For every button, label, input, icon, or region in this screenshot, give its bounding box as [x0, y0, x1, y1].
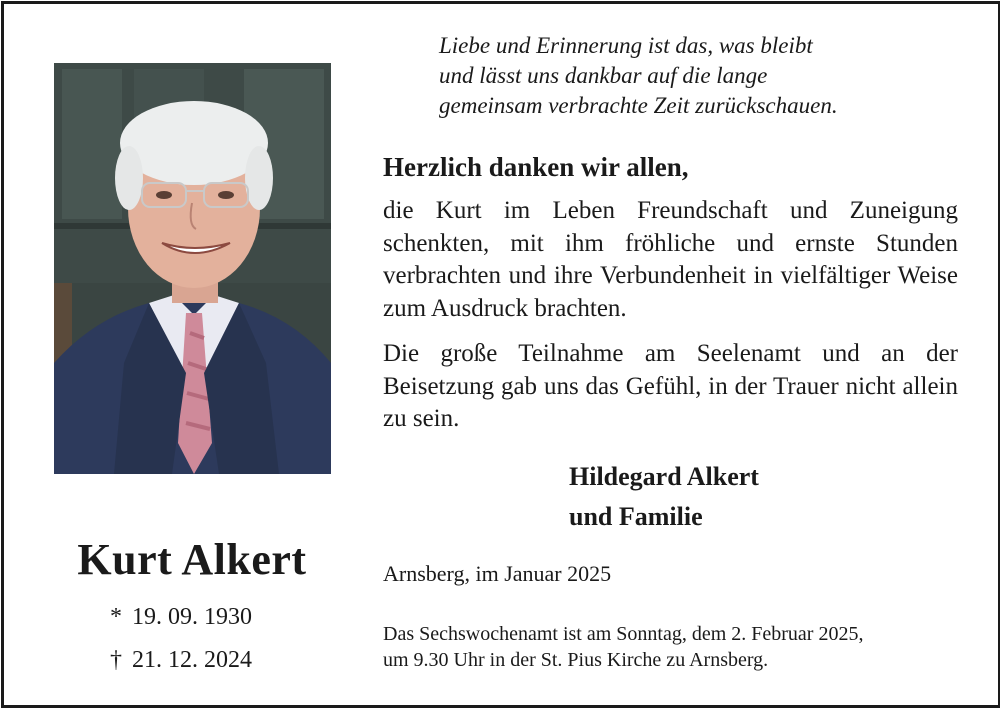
death-cross-icon: †	[110, 647, 122, 673]
birth-date: 19. 09. 1930	[132, 604, 252, 630]
poem-line: und lässt uns dankbar auf die lange	[439, 63, 768, 88]
thanks-heading: Herzlich danken wir allen,	[383, 152, 689, 182]
birth-star-icon: *	[110, 604, 122, 630]
signature-family: und Familie	[569, 502, 703, 531]
poem-line: gemeinsam verbrachte Zeit zurückschauen.	[439, 93, 838, 118]
death-date-line	[110, 647, 252, 674]
memorial-poem	[439, 31, 838, 121]
poem-line: Liebe und Erinnerung ist das, was bleibt	[439, 33, 813, 58]
thanks-paragraph: Die große Teilnahme am Seelenamt und an der Beisetzung gab uns das Gefühl, in der Trauer nicht allein zu sein.	[383, 340, 958, 432]
birth-date-line	[110, 604, 252, 631]
thanks-paragraph: die Kurt im Leben Freundschaft und Zuneigung schenkten, mit ihm fröhliche und ernste Stunden verbrachten und ihre Verbundenheit in vielfältiger Weise zum Ausdruck brachten.	[383, 197, 958, 322]
signature-name: Hildegard Alkert	[569, 462, 759, 491]
death-date: 21. 12. 2024	[132, 647, 252, 673]
portrait-photo	[54, 63, 331, 474]
notice-line: Das Sechswochenamt ist am Sonntag, dem 2. Februar 2025,	[383, 623, 864, 645]
notice-line: um 9.30 Uhr in der St. Pius Kirche zu Arnsberg.	[383, 649, 769, 671]
mass-notice	[383, 621, 863, 673]
place-date: Arnsberg, im Januar 2025	[383, 561, 612, 586]
deceased-name: Kurt Alkert	[77, 535, 307, 584]
